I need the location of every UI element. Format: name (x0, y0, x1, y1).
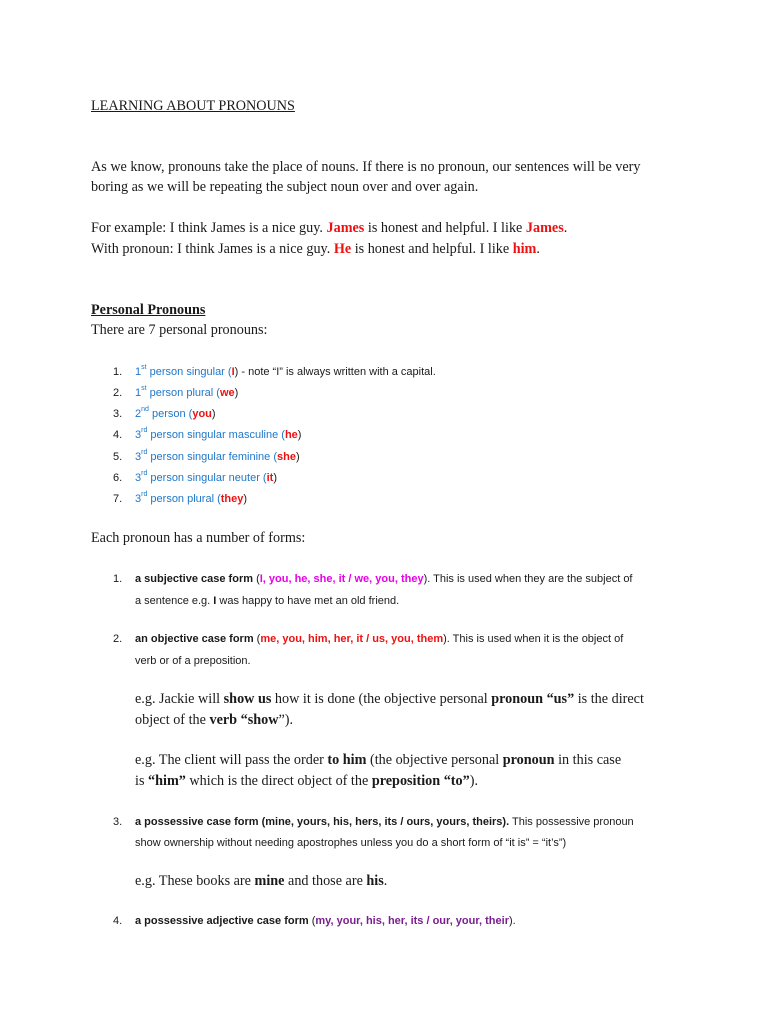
page-title: LEARNING ABOUT PRONOUNS (91, 98, 295, 114)
form-2-line-2: verb or of a preposition. (135, 655, 251, 667)
form-2-line-1: 2. an objective case form (me, you, him, her, it / us, you, them). This is used when it is the object of (113, 633, 624, 645)
list-item: 4. 3rd person singular masculine (he) (113, 427, 302, 441)
list-item: 5. 3rd person singular feminine (she) (113, 449, 300, 463)
form-4-line-1: 4. a possessive adjective case form (my, your, his, her, its / our, your, their). (113, 915, 516, 927)
intro-line-1: As we know, pronouns take the place of nouns. If there is no pronoun, our sentences will be very (91, 159, 641, 175)
form-2-example-2-line-1: e.g. The client will pass the order to him (the objective personal pronoun in this case (135, 752, 622, 768)
form-3-line-2: show ownership without needing apostrophes unless you do a short form of “it is” = “it’s”) (135, 837, 567, 849)
form-2-example-2-line-2: is “him” which is the direct object of the preposition “to”). (135, 773, 478, 789)
personal-pronouns-heading: Personal Pronouns (91, 302, 206, 318)
list-item: 3. 2nd person (you) (113, 406, 216, 420)
form-3-example: e.g. These books are mine and those are his. (135, 873, 388, 889)
form-1-line-1: 1. a subjective case form (I, you, he, she, it / we, you, they). This is used when they are the subject of (113, 573, 633, 585)
personal-pronouns-intro: There are 7 personal pronouns: (91, 322, 268, 338)
list-item: 1. 1st person singular (I) - note “I” is always written with a capital. (113, 364, 436, 378)
forms-intro: Each pronoun has a number of forms: (91, 530, 306, 546)
form-3-line-1: 3. a possessive case form (mine, yours, his, hers, its / ours, yours, theirs). This possessive pronoun (113, 816, 634, 828)
form-2-example-1-line-1: e.g. Jackie will show us how it is done (the objective personal pronoun “us” is the direct (135, 691, 644, 707)
example-line-2: With pronoun: I think James is a nice guy. He is honest and helpful. I like him. (91, 241, 540, 257)
example-line-1: For example: I think James is a nice guy. James is honest and helpful. I like James. (91, 220, 568, 236)
list-item: 7. 3rd person plural (they) (113, 491, 248, 505)
intro-line-2: boring as we will be repeating the subject noun over and over again. (91, 179, 479, 195)
list-item: 6. 3rd person singular neuter (it) (113, 470, 277, 484)
list-item: 2. 1st person plural (we) (113, 385, 239, 399)
form-2-example-1-line-2: object of the verb “show”). (135, 712, 294, 728)
form-1-line-2: a sentence e.g. I was happy to have met an old friend. (135, 595, 400, 607)
